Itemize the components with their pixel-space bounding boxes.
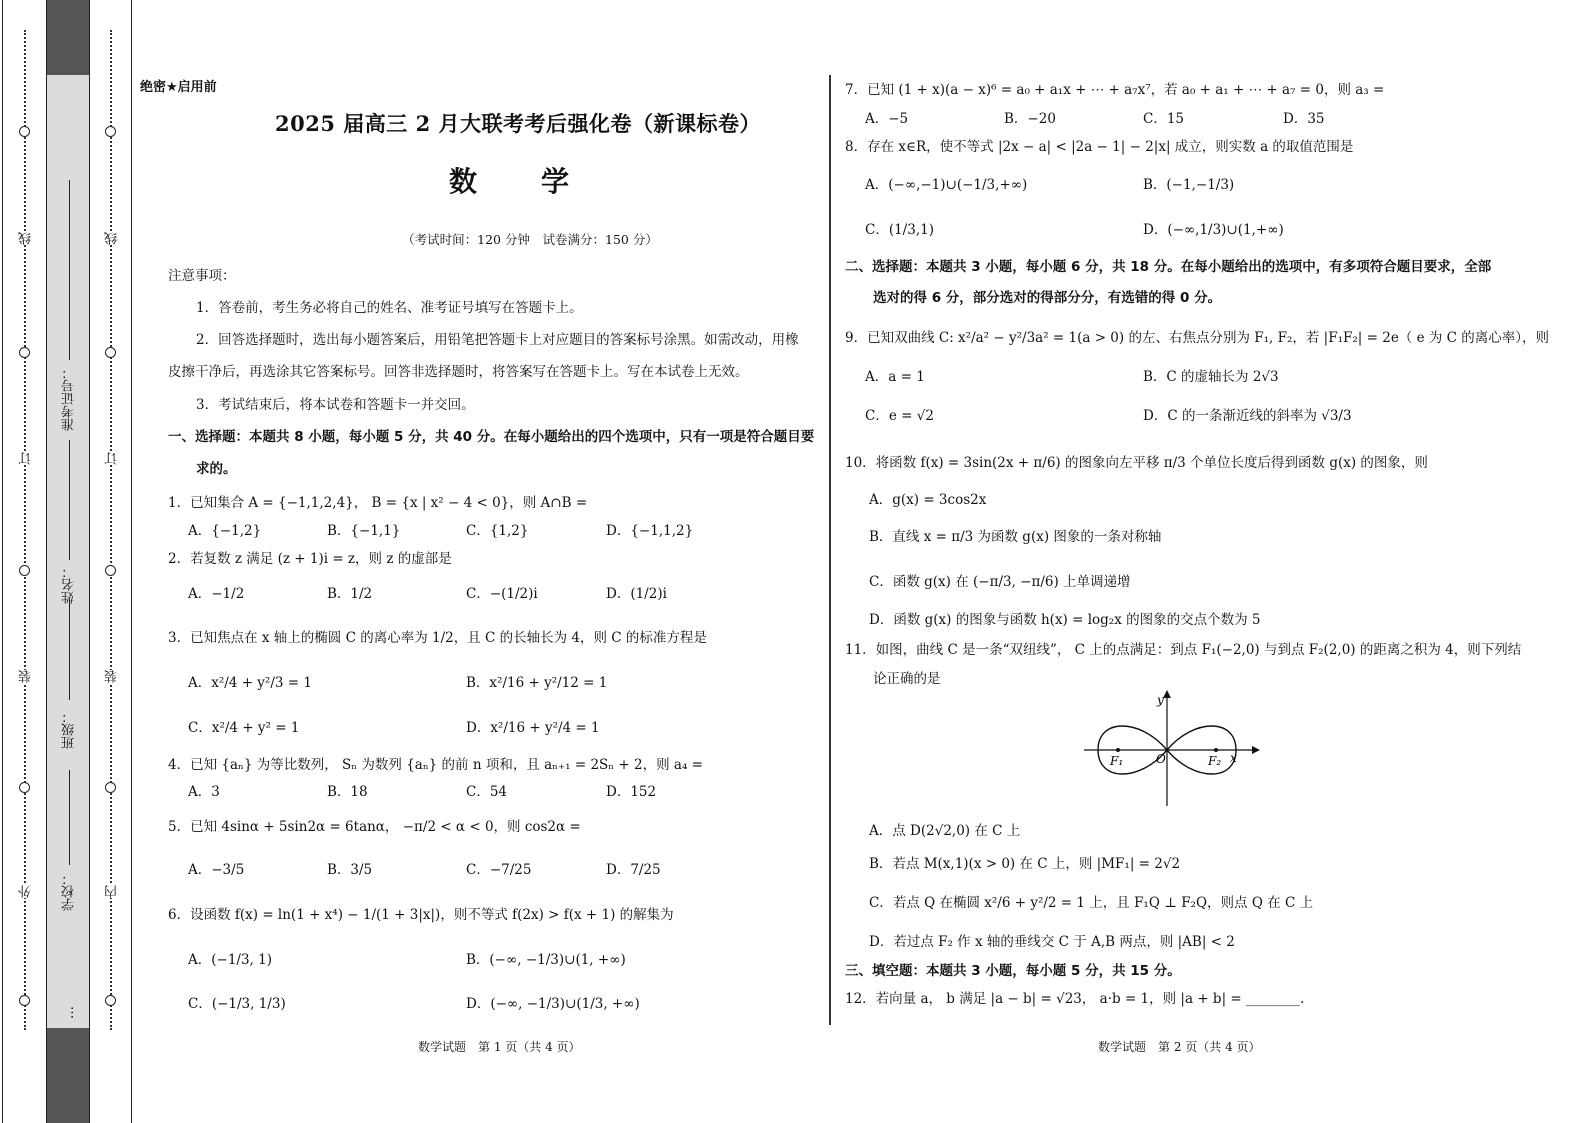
option[interactable]: A．3 — [188, 784, 220, 800]
section2-heading: 二、选择题：本题共 3 小题，每小题 6 分，共 18 分。在每小题给出的选项中，有多项符合题目要求，全部 — [845, 259, 1492, 275]
option[interactable]: D．35 — [1283, 111, 1325, 127]
outer-label: 线 — [19, 232, 34, 245]
inner-cut-line — [110, 30, 112, 1030]
page-divider — [829, 75, 831, 1025]
question-stem-cont: 论正确的是 — [873, 671, 941, 687]
origin-label: O — [1156, 752, 1166, 766]
option[interactable]: A．g(x) = 3cos2x — [869, 492, 987, 508]
field-name-line[interactable] — [69, 440, 70, 560]
question-stem: 10．将函数 f(x) = 3sin(2x + π/6) 的图象向左平移 π/3 个单位长度后得到函数 g(x) 的图象，则 — [845, 455, 1428, 471]
option[interactable]: C．(1/3,1) — [865, 222, 934, 238]
notice-item: 2．回答选择题时，选出每小题答案后，用铅笔把答题卡上对应题目的答案标号涂黑。如需改动，用橡 — [196, 332, 799, 348]
notice-item: 1．答卷前，考生务必将自己的姓名、准考证号填写在答题卡上。 — [196, 300, 583, 316]
question-stem: 9．已知双曲线 C: x²/a² − y²/3a² = 1(a > 0) 的左、右焦点分别为 F₁, F₂，若 |F₁F₂| = 2e（ e 为 C 的离心率），则 — [845, 330, 1550, 346]
x-axis-label: x — [1230, 751, 1237, 765]
field-school-label: 学校： — [62, 872, 77, 911]
strip-ellipsis: … — [62, 1006, 77, 1019]
f2-label: F₂ — [1208, 754, 1222, 768]
option[interactable]: A．{−1,2} — [188, 523, 262, 539]
option[interactable]: C．若点 Q 在椭圆 x²/6 + y²/2 = 1 上，且 F₁Q ⊥ F₂Q，则点 Q 在 C 上 — [869, 895, 1314, 911]
field-name-label: 姓名： — [62, 565, 77, 604]
outer-cut-line — [24, 30, 26, 1030]
option[interactable]: A．−1/2 — [188, 586, 245, 602]
option[interactable]: A．(−1/3, 1) — [188, 952, 272, 968]
option[interactable]: D．若过点 F₂ 作 x 轴的垂线交 C 于 A,B 两点，则 |AB| < 2 — [869, 934, 1235, 950]
exam-time-info: （考试时间：120 分钟 试卷满分：150 分） — [402, 232, 658, 247]
inner-label: 订 — [105, 452, 120, 465]
question-stem: 6．设函数 f(x) = ln(1 + x⁴) − 1/(1 + 3|x|)，则不等式 f(2x) > f(x + 1) 的解集为 — [168, 907, 674, 923]
option[interactable]: A．−5 — [865, 111, 909, 127]
question-stem: 7．已知 (1 + x)(a − x)⁶ = a₀ + a₁x + ⋯ + a₇x⁷，若 a₀ + a₁ + ⋯ + a₇ = 0，则 a₃ = — [845, 82, 1385, 98]
hole-marker — [105, 782, 116, 793]
option[interactable]: C．−(1/2)i — [466, 586, 538, 602]
option[interactable]: D．152 — [606, 784, 657, 800]
field-class-line[interactable] — [69, 600, 70, 700]
question-stem: 8．存在 x∈R，使不等式 |2x − a| < |2a − 1| − 2|x| 成立，则实数 a 的取值范围是 — [845, 139, 1354, 155]
option[interactable]: D．函数 g(x) 的图象与函数 h(x) = log₂x 的图象的交点个数为 5 — [869, 612, 1261, 628]
subject-title: 数 学 — [448, 165, 587, 198]
inner-label: 内 — [105, 885, 120, 898]
question-stem: 2．若复数 z 满足 (z + 1)i = z，则 z 的虚部是 — [168, 551, 452, 567]
option[interactable]: B．18 — [327, 784, 368, 800]
focus-f1-point — [1116, 748, 1120, 752]
option[interactable]: C．15 — [1143, 111, 1185, 127]
option[interactable]: C．(−1/3, 1/3) — [188, 996, 286, 1012]
option[interactable]: A．点 D(2√2,0) 在 C 上 — [869, 823, 1021, 839]
y-axis-arrow — [1163, 690, 1171, 698]
y-axis-label: y — [1157, 693, 1164, 707]
inner-label: 装 — [105, 670, 120, 683]
option[interactable]: D．(1/2)i — [606, 586, 667, 602]
notice-item: 3．考试结束后，将本试卷和答题卡一并交回。 — [196, 397, 475, 413]
question-stem: 5．已知 4sinα + 5sin2α = 6tanα， −π/2 < α < 0，则 cos2α = — [168, 819, 581, 835]
page-footer-right: 数学试题 第 2 页（共 4 页） — [1098, 1040, 1261, 1054]
exam-title: 2025 届高三 2 月大联考考后强化卷（新课标卷） — [275, 111, 761, 136]
option[interactable]: C．e = √2 — [865, 408, 934, 424]
field-exam-id-line[interactable] — [69, 180, 70, 360]
field-class-label: 班级： — [62, 710, 77, 749]
option[interactable]: C．函数 g(x) 在 (−π/3, −π/6) 上单调递增 — [869, 574, 1131, 590]
field-exam-id-label: 准考证号： — [62, 366, 77, 431]
question-stem: 1．已知集合 A = {−1,1,2,4}， B = {x | x² − 4 < 0}，则 A∩B = — [168, 495, 588, 511]
hole-marker — [19, 126, 30, 137]
question-stem: 11．如图，曲线 C 是一条“双纽线”， C 上的点满足：到点 F₁(−2,0) 与到点 F₂(2,0) 的距离之积为 4，则下列结 — [845, 642, 1522, 658]
question-stem: 3．已知焦点在 x 轴上的椭圆 C 的离心率为 1/2，且 C 的长轴长为 4，则 C 的标准方程是 — [168, 630, 707, 646]
option[interactable]: B．{−1,1} — [327, 523, 401, 539]
option[interactable]: A．(−∞,−1)∪(−1/3,+∞) — [865, 177, 1028, 193]
option[interactable]: C．−7/25 — [466, 862, 532, 878]
section1-heading-cont: 求的。 — [196, 461, 237, 477]
page-footer-left: 数学试题 第 1 页（共 4 页） — [418, 1040, 581, 1054]
option[interactable]: C．x²/4 + y² = 1 — [188, 720, 300, 736]
option[interactable]: D．{−1,1,2} — [606, 523, 694, 539]
hole-marker — [105, 565, 116, 576]
hole-marker — [105, 995, 116, 1006]
option[interactable]: B．(−1,−1/3) — [1143, 177, 1235, 193]
option[interactable]: B．x²/16 + y²/12 = 1 — [466, 675, 608, 691]
lemniscate-figure — [1080, 688, 1260, 810]
hole-marker — [19, 347, 30, 358]
hole-marker — [105, 347, 116, 358]
question-stem: 12．若向量 a， b 满足 |a − b| = √23， a·b = 1，则 |a + b| = ________. — [845, 991, 1305, 1007]
option[interactable]: A．a = 1 — [865, 369, 925, 385]
option[interactable]: C．54 — [466, 784, 508, 800]
section1-heading: 一、选择题：本题共 8 小题，每小题 5 分，共 40 分。在每小题给出的四个选项中，只有一项是符合题目要 — [168, 429, 815, 445]
option[interactable]: B．(−∞, −1/3)∪(1, +∞) — [466, 952, 626, 968]
option[interactable]: A．x²/4 + y²/3 = 1 — [188, 675, 312, 691]
secret-label: 绝密★启用前 — [140, 80, 217, 95]
option[interactable]: B．3/5 — [327, 862, 373, 878]
x-axis-arrow — [1252, 746, 1260, 754]
strip-dark-top — [47, 0, 89, 75]
option[interactable]: D．(−∞,1/3)∪(1,+∞) — [1143, 222, 1284, 238]
option[interactable]: A．−3/5 — [188, 862, 245, 878]
hole-marker — [19, 995, 30, 1006]
option[interactable]: B．直线 x = π/3 为函数 g(x) 图象的一条对称轴 — [869, 529, 1162, 545]
option[interactable]: B．若点 M(x,1)(x > 0) 在 C 上，则 |MF₁| = 2√2 — [869, 856, 1181, 872]
outer-label: 外 — [19, 885, 34, 898]
option[interactable]: D．7/25 — [606, 862, 661, 878]
option[interactable]: B．1/2 — [327, 586, 373, 602]
notice-heading: 注意事项： — [168, 268, 236, 284]
focus-f2-point — [1214, 748, 1218, 752]
outer-label: 装 — [19, 670, 34, 683]
option[interactable]: B．C 的虚轴长为 2√3 — [1143, 369, 1279, 385]
f1-label: F₁ — [1110, 754, 1124, 768]
section2-heading-cont: 选对的得 6 分，部分选对的得部分分，有选错的得 0 分。 — [873, 290, 1222, 306]
section3-heading: 三、填空题：本题共 3 小题，每小题 5 分，共 15 分。 — [845, 963, 1181, 979]
option[interactable]: D．x²/16 + y²/4 = 1 — [466, 720, 600, 736]
option[interactable]: D．C 的一条渐近线的斜率为 √3/3 — [1143, 408, 1352, 424]
binding-strip — [0, 0, 132, 1123]
option[interactable]: C．{1,2} — [466, 523, 529, 539]
outer-label: 订 — [19, 452, 34, 465]
question-stem: 4．已知 {aₙ} 为等比数列， Sₙ 为数列 {aₙ} 的前 n 项和，且 aₙ₊₁ = 2Sₙ + 2，则 a₄ = — [168, 757, 703, 773]
notice-item: 皮擦干净后，再选涂其它答案标号。回答非选择题时，将答案写在答题卡上。写在本试卷上无效。 — [168, 364, 749, 380]
hole-marker — [19, 565, 30, 576]
hole-marker — [19, 782, 30, 793]
option[interactable]: D．(−∞, −1/3)∪(1/3, +∞) — [466, 996, 640, 1012]
field-school-line[interactable] — [69, 770, 70, 865]
hole-marker — [105, 126, 116, 137]
strip-dark-bottom — [47, 1028, 89, 1123]
inner-label: 线 — [105, 232, 120, 245]
option[interactable]: B．−20 — [1004, 111, 1056, 127]
